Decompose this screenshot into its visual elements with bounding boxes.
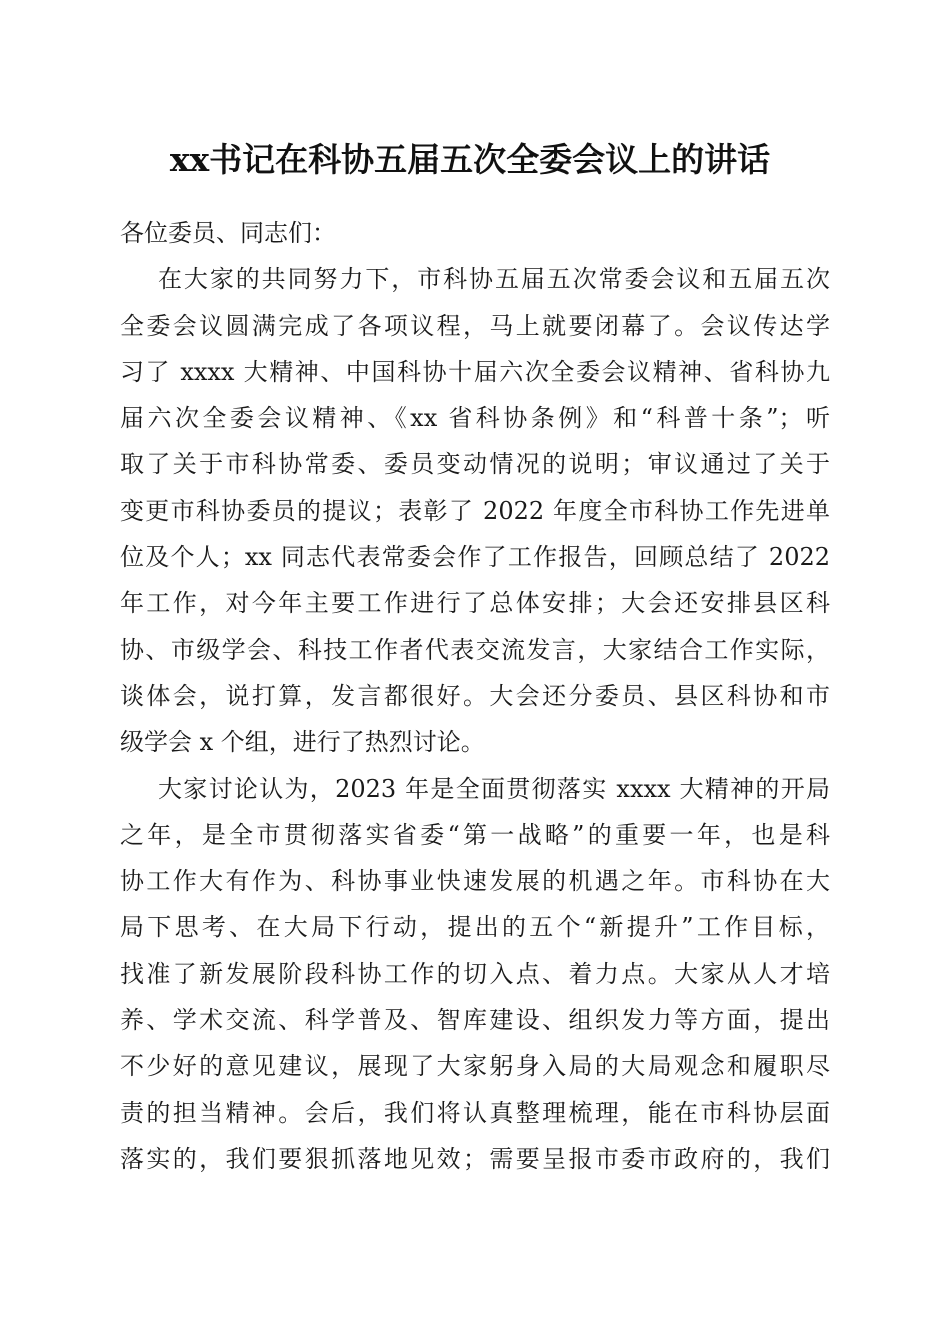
- paragraph-2: [120, 766, 830, 1183]
- paragraph-line: 局下思考、在大局下行动，提出的五个“新提升”工作目标，: [120, 913, 830, 942]
- paragraph-line: 养、学术交流、科学普及、智库建设、组织发力等方面，提出: [120, 1006, 830, 1035]
- paragraph-line: 届六次全委会议精神、《xx 省科协条例》和“科普十条”；听: [120, 404, 830, 433]
- paragraph-line: 之年，是全市贯彻落实省委“第一战略”的重要一年，也是科: [120, 820, 830, 849]
- paragraph-line: 协、市级学会、科技工作者代表交流发言，大家结合工作实际，: [120, 635, 830, 664]
- paragraph-line: 习了 xxxx 大精神、中国科协十届六次全委会议精神、省科协九: [120, 357, 830, 386]
- paragraph-line: 责的担当精神。会后，我们将认真整理梳理，能在市科协层面: [120, 1098, 830, 1127]
- paragraph-line: 变更市科协委员的提议；表彰了 2022 年度全市科协工作先进单: [120, 496, 830, 525]
- paragraph-line: 全委会议圆满完成了各项议程，马上就要闭幕了。会议传达学: [120, 311, 830, 340]
- paragraph-1: [120, 256, 830, 765]
- paragraph-line: 找准了新发展阶段科协工作的切入点、着力点。大家从人才培: [120, 959, 830, 988]
- document-body: [120, 210, 830, 1182]
- salutation: 各位委员、同志们：: [120, 219, 336, 247]
- paragraph-line: 在大家的共同努力下，市科协五届五次常委会议和五届五次: [158, 265, 830, 294]
- paragraph-line: 年工作，对今年主要工作进行了总体安排；大会还安排县区科: [120, 589, 830, 618]
- paragraph-line: 取了关于市科协常委、委员变动情况的说明；审议通过了关于: [120, 450, 830, 479]
- paragraph-line: 落实的，我们要狠抓落地见效；需要呈报市委市政府的，我们: [120, 1144, 830, 1173]
- paragraph-line: 位及个人；xx 同志代表常委会作了工作报告，回顾总结了 2022: [120, 543, 830, 572]
- paragraph-line: 谈体会，说打算，发言都很好。大会还分委员、县区科协和市: [120, 681, 830, 710]
- document-title: xx书记在科协五届五次全委会议上的讲话: [169, 140, 771, 179]
- paragraph-line: 不少好的意见建议，展现了大家躬身入局的大局观念和履职尽: [120, 1052, 830, 1081]
- paragraph-line: 协工作大有作为、科协事业快速发展的机遇之年。市科协在大: [120, 867, 830, 896]
- paragraph-line: 级学会 x 个组，进行了热烈讨论。: [120, 728, 485, 757]
- paragraph-line: 大家讨论认为，2023 年是全面贯彻落实 xxxx 大精神的开局: [158, 774, 830, 803]
